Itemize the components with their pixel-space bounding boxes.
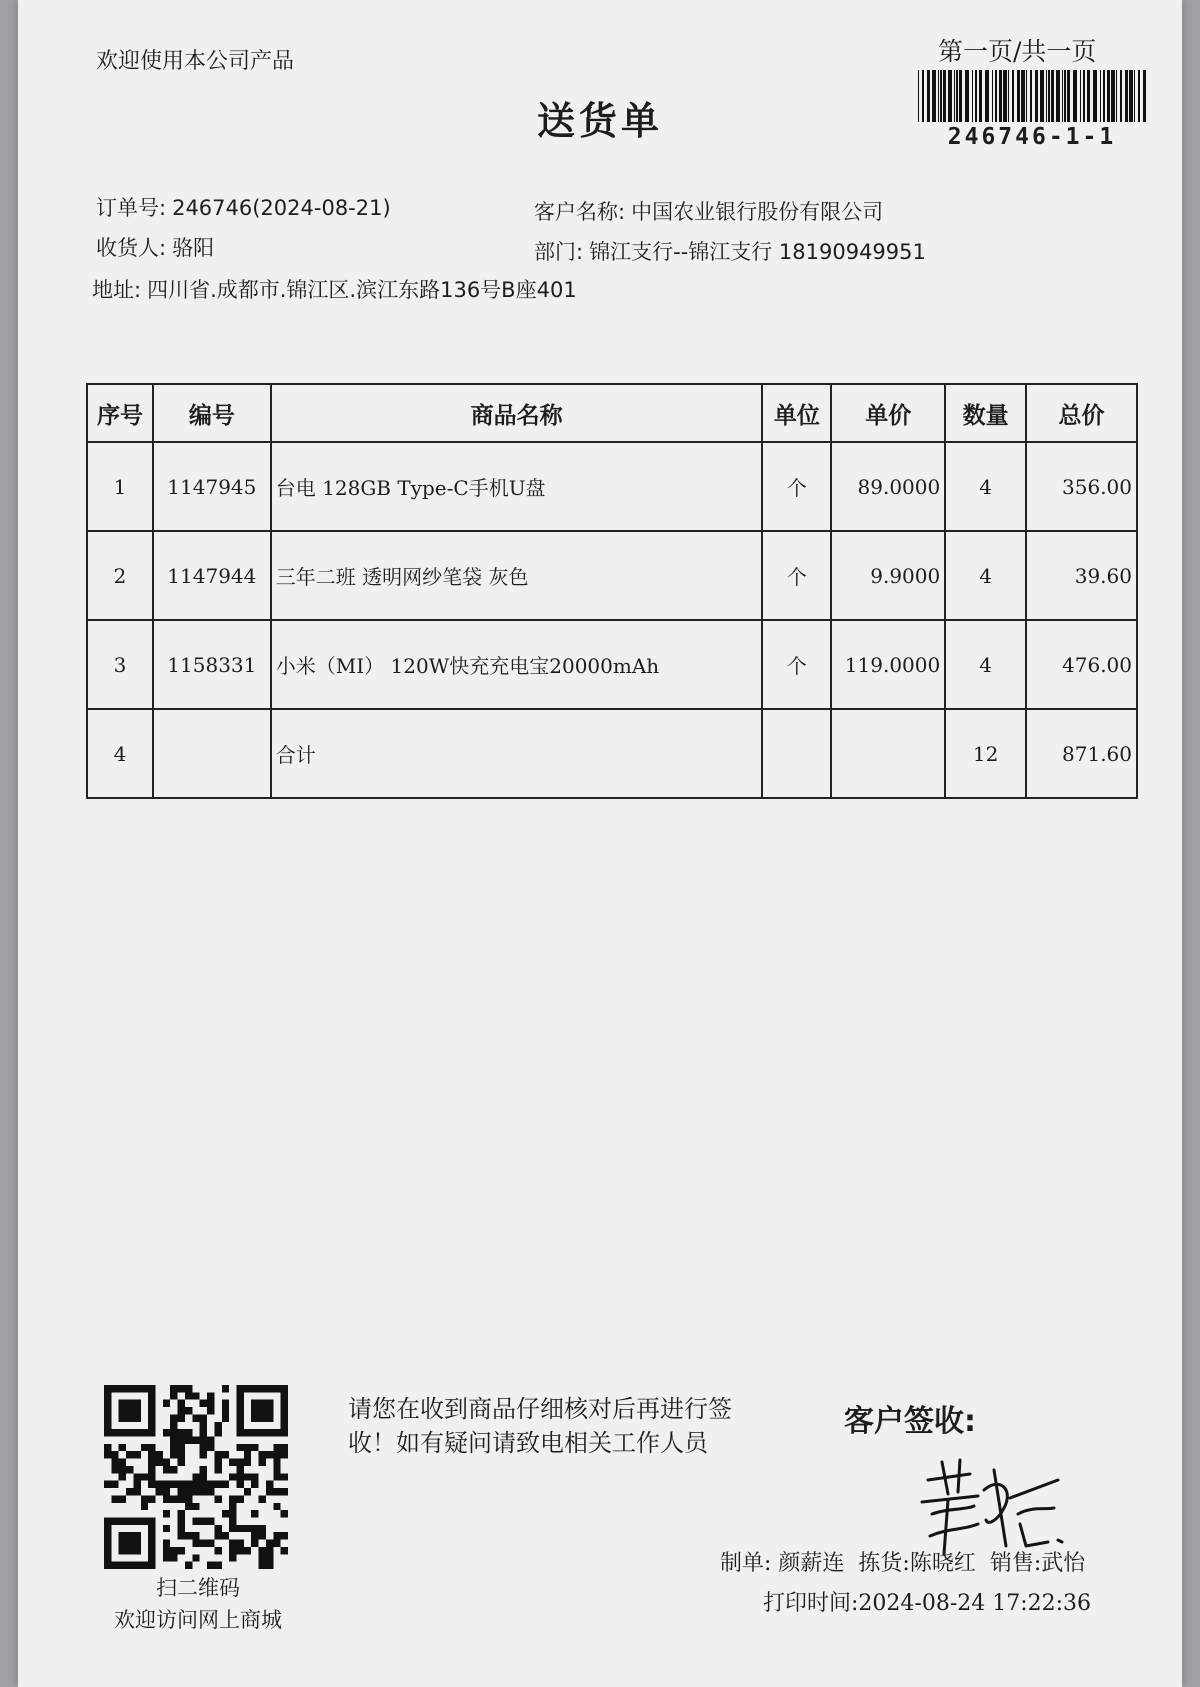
address-field bbox=[92, 274, 577, 304]
order-number-value: 246746(2024-08-21) bbox=[172, 196, 391, 220]
row-unit: 个 bbox=[762, 531, 831, 620]
total-label: 合计 bbox=[271, 709, 763, 798]
grand-total: 871.60 bbox=[1026, 709, 1137, 798]
row-unit: 个 bbox=[762, 620, 831, 709]
header-unit-price: 单价 bbox=[831, 384, 945, 442]
header-total: 总价 bbox=[1026, 384, 1137, 442]
table-row bbox=[87, 531, 1137, 620]
row-seq: 2 bbox=[87, 531, 153, 620]
order-number-label: 订单号: bbox=[96, 196, 167, 220]
customer-sign-label: 客户签收: bbox=[844, 1404, 976, 1439]
page-indicator: 第一页/共一页 bbox=[938, 37, 1097, 66]
row-seq: 3 bbox=[87, 620, 153, 709]
order-number-field bbox=[96, 192, 391, 222]
department-value: 锦江支行--锦江支行 18190949951 bbox=[589, 240, 926, 264]
row-code bbox=[153, 709, 271, 798]
table-total-row bbox=[87, 709, 1137, 798]
customer-field bbox=[534, 196, 883, 226]
row-seq: 1 bbox=[87, 442, 153, 531]
header-quantity: 数量 bbox=[945, 384, 1026, 442]
header-seq: 序号 bbox=[87, 384, 153, 442]
table-row bbox=[87, 620, 1137, 709]
customer-value: 中国农业银行股份有限公司 bbox=[631, 200, 884, 224]
row-unit bbox=[762, 709, 831, 798]
receiver-value: 骆阳 bbox=[172, 236, 215, 260]
row-total: 356.00 bbox=[1026, 442, 1137, 531]
address-value: 四川省.成都市.锦江区.滨江东路136号B座401 bbox=[147, 278, 577, 302]
row-quantity: 4 bbox=[945, 531, 1026, 620]
row-product-name: 台电 128GB Type-C手机U盘 bbox=[271, 442, 763, 531]
items-table bbox=[86, 383, 1138, 799]
maker-text: 制单: 颜薪连 bbox=[720, 1551, 845, 1576]
delivery-note-paper bbox=[18, 0, 1182, 1687]
row-total: 39.60 bbox=[1026, 531, 1137, 620]
sign-notice: 请您在收到商品仔细核对后再进行签收！如有疑问请致电相关工作人员 bbox=[348, 1395, 732, 1457]
header-product-name: 商品名称 bbox=[271, 384, 763, 442]
department-label: 部门: bbox=[534, 240, 584, 264]
row-code: 1158331 bbox=[153, 620, 271, 709]
qr-code-image[interactable] bbox=[104, 1385, 288, 1569]
barcode-image bbox=[916, 70, 1148, 122]
row-seq: 4 bbox=[87, 709, 153, 798]
row-unit-price: 119.0000 bbox=[831, 620, 945, 709]
sales-text: 销售:武怡 bbox=[989, 1551, 1086, 1576]
customer-label: 客户名称: bbox=[534, 200, 626, 224]
qr-caption-welcome: 欢迎访问网上商城 bbox=[114, 1608, 282, 1632]
total-quantity: 12 bbox=[945, 709, 1026, 798]
header-code: 编号 bbox=[153, 384, 271, 442]
address-label: 地址: bbox=[92, 278, 142, 302]
welcome-text: 欢迎使用本公司产品 bbox=[96, 49, 295, 74]
barcode-number: 246746-1-1 bbox=[947, 124, 1117, 150]
header-unit: 单位 bbox=[762, 384, 831, 442]
row-quantity: 4 bbox=[945, 620, 1026, 709]
table-header-row bbox=[87, 384, 1137, 442]
document-title: 送货单 bbox=[536, 99, 663, 143]
table-row bbox=[87, 442, 1137, 531]
department-field bbox=[534, 236, 926, 266]
print-time: 打印时间:2024-08-24 17:22:36 bbox=[763, 1591, 1092, 1616]
qr-caption bbox=[78, 1572, 318, 1636]
row-unit-price: 9.9000 bbox=[831, 531, 945, 620]
picker-text: 拣货:陈晓红 bbox=[858, 1551, 976, 1576]
receiver-label: 收货人: bbox=[96, 236, 167, 260]
row-unit: 个 bbox=[762, 442, 831, 531]
row-unit-price bbox=[831, 709, 945, 798]
row-total: 476.00 bbox=[1026, 620, 1137, 709]
row-product-name: 三年二班 透明网纱笔袋 灰色 bbox=[271, 531, 763, 620]
row-product-name: 小米（MI） 120W快充充电宝20000mAh bbox=[271, 620, 763, 709]
row-code: 1147944 bbox=[153, 531, 271, 620]
staff-line bbox=[720, 1546, 1099, 1577]
row-quantity: 4 bbox=[945, 442, 1026, 531]
row-unit-price: 89.0000 bbox=[831, 442, 945, 531]
row-code: 1147945 bbox=[153, 442, 271, 531]
receiver-field bbox=[96, 232, 214, 262]
qr-caption-scan: 扫二维码 bbox=[156, 1576, 240, 1600]
